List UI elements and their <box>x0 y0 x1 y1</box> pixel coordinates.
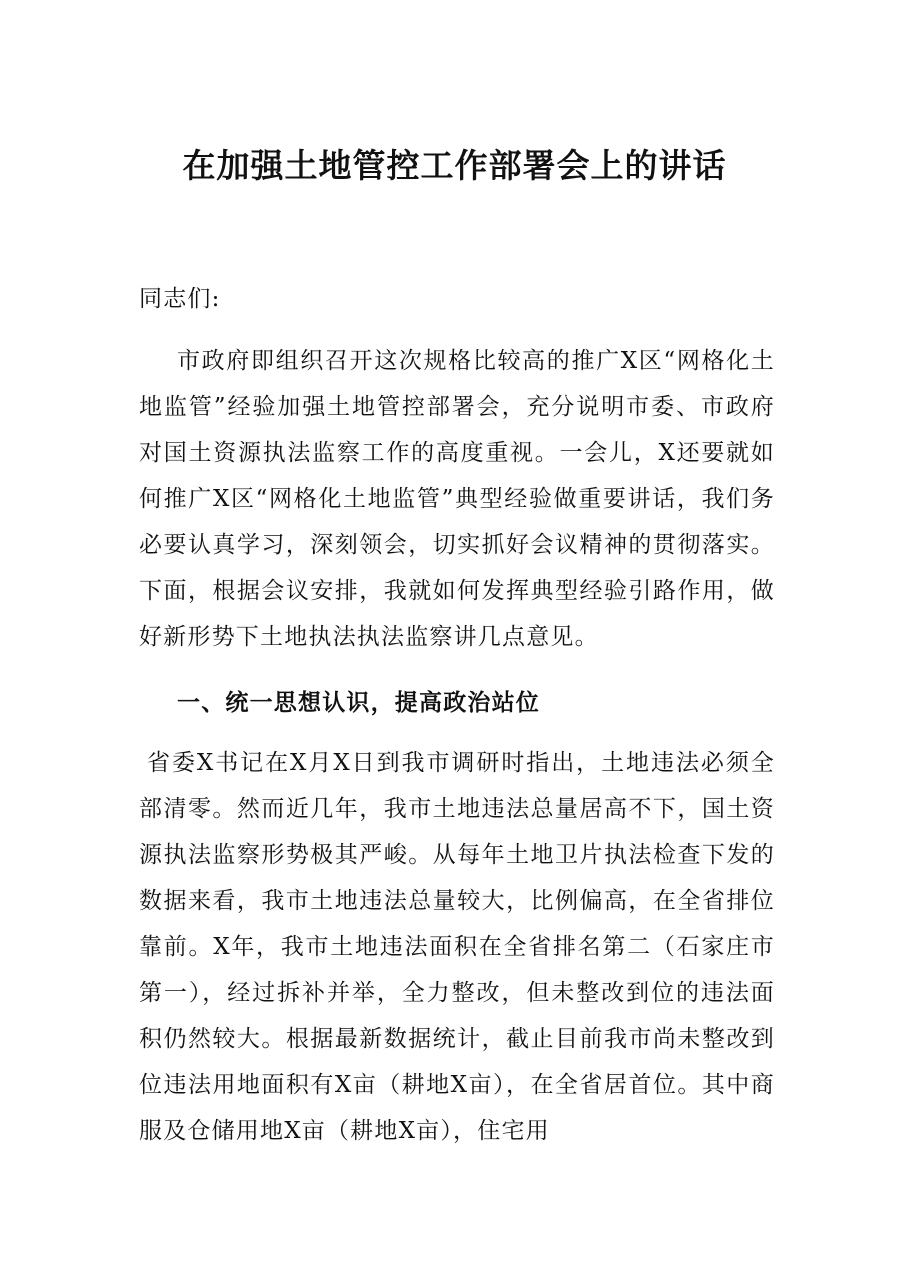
section-heading-1: 一、统一思想认识，提高政治站位 <box>177 689 540 716</box>
paragraph-section-1: 省委X书记在X月X日到我市调研时指出，土地违法必须全部清零。然而近几年，我市土地违法总量居高不下，国土资源执法监察形势极其严峻。从每年土地卫片执法检查下发的数据来看，我市土地违法总量较大，比例偏高，在全省排位靠前。X年，我市土地违法面积在全省排名第二（石家庄市第一），经过拆补并举，全力整改，但未整改到位的违法面积仍然较大。根据最新数据统计，截止目前我市尚未整改到位违法用地面积有X亩（耕地X亩），在全省居首位。其中商服及仓储用地X亩（耕地X亩），住宅用 <box>139 750 775 1144</box>
paragraph-intro: 市政府即组织召开这次规格比较高的推广X区“网格化土地监管”经验加强土地管控部署会，充分说明市委、市政府对国土资源执法监察工作的高度重视。一会儿，X还要就如何推广X区“网格化土地监管”典型经验做重要讲话，我们务必要认真学习，深刻领会，切实抓好会议精神的贯彻落实。下面，根据会议安排，我就如何发挥典型经验引路作用，做好新形势下土地执法执法监察讲几点意见。 <box>139 348 775 650</box>
document-title: 在加强土地管控工作部署会上的讲话 <box>182 146 727 185</box>
salutation: 同志们: <box>139 286 221 312</box>
